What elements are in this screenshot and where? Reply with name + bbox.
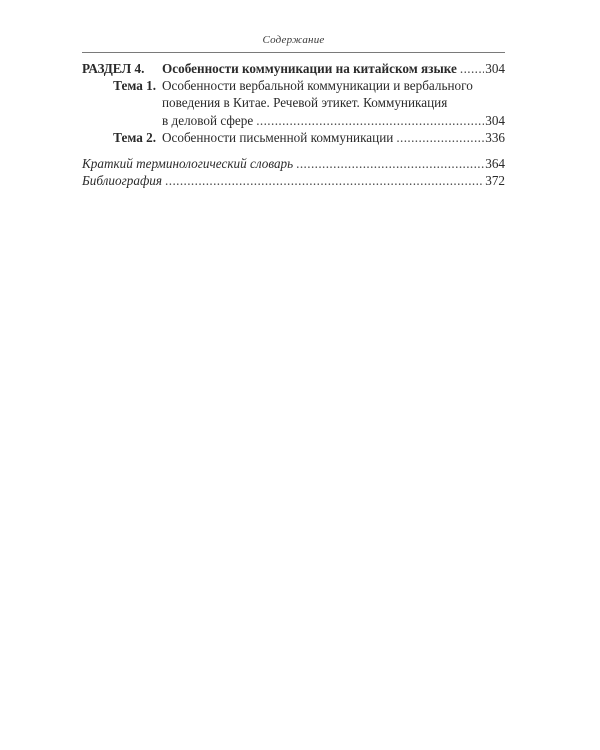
header-rule <box>82 52 505 53</box>
dot-leader <box>460 60 484 77</box>
dot-leader <box>296 155 484 172</box>
toc-page-number: 304 <box>485 112 505 128</box>
toc-topic-title-line: в деловой сфере <box>162 112 254 128</box>
dot-leader <box>165 172 484 189</box>
toc-page-number: 364 <box>485 156 505 172</box>
toc-glossary-title: Краткий терминологический словарь <box>82 156 294 172</box>
dot-leader <box>256 112 484 129</box>
toc-entry-topic-2[interactable] <box>82 129 505 146</box>
toc-entry-glossary[interactable] <box>82 155 505 172</box>
spacer <box>82 146 505 155</box>
toc-topic-label: Тема 2. <box>113 129 156 145</box>
toc-section-label: РАЗДЕЛ 4. <box>82 61 145 76</box>
toc-page-number: 304 <box>485 61 505 76</box>
toc-page-number: 372 <box>485 173 505 189</box>
toc-topic-title-line: поведения в Китае. Речевой этикет. Коммуникация <box>162 95 448 111</box>
dot-leader <box>396 129 484 146</box>
running-head: Содержание <box>262 34 325 46</box>
toc-page-number: 336 <box>485 129 505 145</box>
toc-topic-label: Тема 1. <box>113 78 156 94</box>
toc-entry-bibliography[interactable] <box>82 172 505 189</box>
toc-topic-title: Особенности письменной коммуникации <box>162 129 394 145</box>
toc-section-title: Особенности коммуникации на китайском языке <box>162 61 457 76</box>
toc-entry-section-4[interactable] <box>82 60 505 77</box>
table-of-contents <box>82 60 505 189</box>
toc-topic-title-line: Особенности вербальной коммуникации и вербального <box>162 78 473 94</box>
toc-bibliography-title: Библиография <box>82 173 163 189</box>
toc-entry-topic-1[interactable] <box>82 77 505 129</box>
